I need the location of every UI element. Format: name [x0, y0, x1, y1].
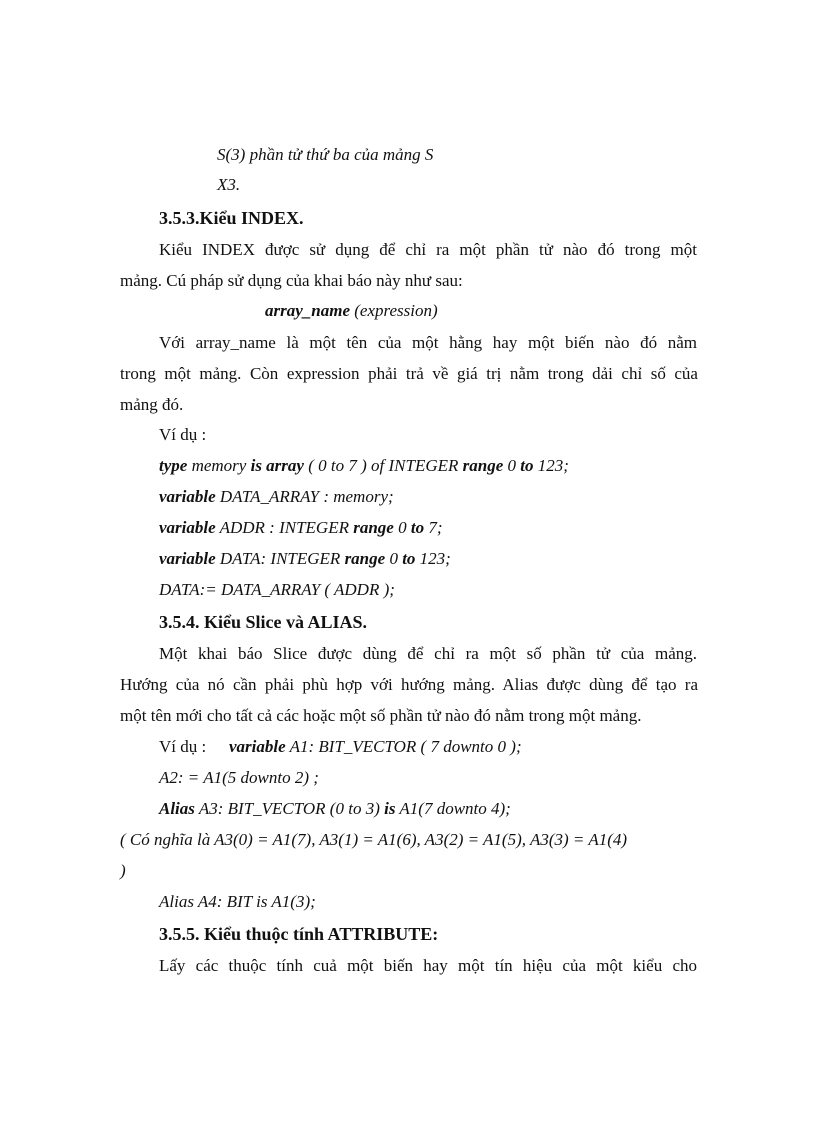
paragraph-line: Một khai báo Slice được dùng để chỉ ra một số phần tử của mảng. — [159, 644, 697, 663]
code-fragment: A1(7 downto 4); — [395, 799, 511, 818]
code-text: A2: = A1(5 downto 2) ; — [159, 768, 319, 787]
paragraph-line — [0, 394, 816, 416]
syntax-text — [265, 300, 438, 322]
section-heading — [0, 923, 816, 945]
code-line — [0, 891, 816, 913]
code-fragment: DATA: INTEGER — [215, 549, 345, 568]
code-keyword: Alias — [159, 799, 195, 818]
code-keyword: to — [402, 549, 416, 568]
code-line — [0, 579, 816, 601]
text-line: X3. — [217, 175, 241, 194]
code-fragment: ( 0 to 7 ) of INTEGER — [303, 456, 463, 475]
code-text: ( Có nghĩa là A3(0) = A1(7), A3(1) = A1(6), A3(2) = A1(5), A3(3) = A1(4) — [120, 830, 628, 849]
paragraph-line-text: mảng đó. — [120, 395, 184, 414]
code-text: ) — [120, 861, 126, 880]
code-keyword: is array — [250, 456, 304, 475]
code-keyword: range — [353, 518, 394, 537]
text-fragment: Với — [159, 333, 196, 352]
code-keyword: to — [520, 456, 534, 475]
code-line — [0, 548, 816, 570]
code-text: DATA:= DATA_ARRAY ( ADDR ); — [159, 580, 395, 599]
paragraph-line: Hướng của nó cần phải phù hợp với hướng mảng. Alias được dùng để tạo ra — [120, 675, 698, 694]
code-keyword: variable — [159, 487, 216, 506]
code-text — [159, 517, 443, 539]
code-keyword: to — [410, 518, 425, 537]
paragraph-line-text: mảng. Cú pháp sử dụng của khai báo này như sau: — [120, 271, 463, 290]
paragraph-line: Lấy các thuộc tính cuả một biến hay một tín hiệu của một kiểu cho — [159, 956, 697, 975]
example-label — [0, 424, 816, 446]
code-fragment: 123; — [533, 456, 569, 475]
paragraph-line — [120, 363, 698, 385]
syntax-name: array_name — [265, 301, 350, 320]
code-fragment: DATA_ARRAY : memory; — [215, 487, 394, 506]
code-fragment: 0 — [503, 456, 521, 475]
code-keyword: type — [159, 456, 188, 475]
section-heading-text: 3.5.4. Kiểu Slice và ALIAS. — [159, 612, 368, 632]
code-line — [0, 860, 816, 882]
text-line: S(3) phần tử thứ ba của mảng S — [217, 145, 434, 164]
paragraph-line — [0, 705, 816, 727]
paragraph-line-text: một tên mới cho tất cả các hoặc một số phần tử nào đó nằm trong một mảng. — [120, 706, 642, 725]
section-heading — [0, 611, 816, 633]
code-text — [159, 486, 394, 508]
code-fragment: 123; — [415, 549, 451, 568]
code-fragment: 0 — [393, 518, 411, 537]
syntax-arg: (expression) — [350, 301, 438, 320]
code-line — [0, 486, 816, 508]
paragraph-line: Kiểu INDEX được sử dụng để chỉ ra một phần tử nào đó trong một — [159, 240, 697, 259]
code-keyword: variable — [159, 549, 216, 568]
code-fragment: memory — [187, 456, 251, 475]
text-fragment: trong một mảng. Còn — [120, 364, 287, 383]
section-heading-text: 3.5.5. Kiểu thuộc tính ATTRIBUTE: — [159, 924, 439, 944]
code-text: Alias A4: BIT is A1(3); — [159, 892, 316, 911]
text-fragment: phải trả về giá trị nằm trong dải chỉ số của — [359, 364, 698, 383]
code-line — [0, 798, 816, 820]
example-line — [0, 736, 816, 758]
section-heading — [0, 207, 816, 229]
code-line — [0, 767, 816, 789]
code-text — [229, 736, 522, 758]
paragraph-line — [0, 270, 816, 292]
code-keyword: range — [462, 456, 504, 475]
syntax-line — [0, 300, 816, 322]
example-label-text: Ví dụ : — [159, 737, 207, 756]
text-fragment: expression — [286, 364, 360, 383]
code-text — [159, 798, 511, 820]
code-fragment: A3: BIT_VECTOR (0 to 3) — [194, 799, 385, 818]
code-text — [159, 548, 451, 570]
code-keyword: variable — [229, 737, 286, 756]
code-text — [159, 455, 569, 477]
code-keyword: variable — [159, 518, 216, 537]
example-label-text: Ví dụ : — [159, 425, 207, 444]
text-line — [0, 174, 816, 196]
code-fragment: 7; — [424, 518, 443, 537]
code-line — [0, 455, 816, 477]
code-line — [0, 517, 816, 539]
code-fragment: A1: BIT_VECTOR ( 7 downto 0 ); — [285, 737, 522, 756]
paragraph-line — [159, 332, 697, 354]
code-fragment: ADDR : INTEGER — [215, 518, 354, 537]
text-line — [0, 144, 816, 166]
section-heading-text: 3.5.3.Kiểu INDEX. — [159, 208, 304, 228]
code-line — [0, 829, 816, 851]
code-keyword: is — [384, 799, 396, 818]
code-keyword: range — [344, 549, 386, 568]
text-fragment: array_name — [195, 333, 276, 352]
text-fragment: là một tên của một hằng hay một biến nào đó nằm — [275, 333, 697, 352]
code-fragment: 0 — [385, 549, 403, 568]
